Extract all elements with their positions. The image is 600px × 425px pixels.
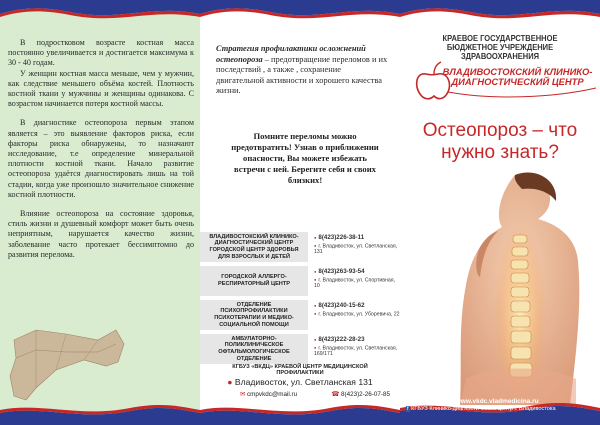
- paragraph: У женщин костная масса меньше, чем у мужчин, как следствие меньшего объёма костей. Плотность костной ткани у мужчины и женщины одинакова. С возрастом начинается потеря костной массы.: [8, 68, 194, 109]
- contact-phone: ● 8(423)240-15-62: [314, 302, 400, 309]
- website-link[interactable]: [450, 398, 539, 405]
- paragraph: В диагностике остеопороза первым этапом является – это выявление факторов риска, если факторы риска обнаружены, то назначают исследование, т.е определение минеральной плотности костной ткани. Начало развитие остеопороза удаётся диагностировать лишь на той стадии, когда уже произошло значительное снижение костной плотности.: [8, 118, 194, 199]
- website-text: www.vkdc.vladmedicina.ru: [455, 398, 539, 405]
- email-icon: ✉: [240, 391, 246, 398]
- panel-left-text: [8, 38, 194, 260]
- contact-name: АМБУЛАТОРНО-ПОЛИКЛИНИЧЕСКОЕ ОФТАЛЬМОЛОГИЧЕСКОЕ ОТДЕЛЕНИЕ: [200, 334, 308, 364]
- globe-icon: ●: [450, 398, 454, 405]
- logo-text: ВЛАДИВОСТОКСКИЙ КЛИНИКО-ДИАГНОСТИЧЕСКИЙ ЦЕНТР: [442, 66, 593, 88]
- wave-top-decoration: [400, 0, 600, 24]
- contact-name: ГОРОДСКОЙ АЛЛЕРГО-РЕСПИРАТОРНЫЙ ЦЕНТР: [200, 266, 308, 296]
- wave-bottom-decoration: [0, 403, 200, 425]
- strategy-heading: Стратегия профилактики осложнений остеопороза: [216, 44, 366, 64]
- contact-row: [200, 300, 400, 330]
- contact-info: [308, 300, 400, 330]
- footer-address: [210, 377, 390, 387]
- contact-info: [308, 266, 400, 296]
- contact-address: ● г. Владивосток, ул. Светланская, 131: [314, 243, 400, 255]
- bone-illustration: [6, 300, 126, 410]
- contact-address: ● г. Владивосток, ул. Светланская, 169/171: [314, 345, 400, 357]
- strategy-body: – предотвращение переломов и их последствий , а также , сохранение двигательной активности и хорошего качества жизни.: [216, 54, 388, 95]
- brochure-title: Остеопороз – что нужно знать?: [422, 120, 578, 163]
- contact-phone: ● 8(423)226-38-11: [314, 234, 400, 241]
- facebook-icon: f: [407, 406, 409, 412]
- wave-top-decoration: [200, 0, 400, 24]
- contact-phone: ● 8(423)263-93-54: [314, 268, 400, 275]
- phone-icon: ☎: [331, 391, 340, 398]
- facebook-text: КГБУЗ Клинико-диагностический центр г. Владивостока: [411, 406, 556, 412]
- contacts-list: [200, 232, 400, 368]
- strategy-text: [216, 44, 388, 97]
- prevention-quote: Помните переломы можно предотвратить! Узнав о приближении опасности, Вы можете избежать встречи с ней. Берегите себя и своих близких!: [231, 131, 379, 185]
- contact-info: [308, 334, 400, 364]
- contact-name: ВЛАДИВОСТОКСКИЙ КЛИНИКО-ДИАГНОСТИЧЕСКИЙ ЦЕНТР ГОРОДСКОЙ ЦЕНТР ЗДОРОВЬЯ ДЛЯ ВЗРОСЛЫХ И ДЕТЕЙ: [200, 232, 308, 262]
- footer-email-text: cmpvkdc@mail.ru: [247, 391, 298, 398]
- contact-address: ● г. Владивосток, ул. Спортивная, 10: [314, 277, 400, 289]
- footer-organization: КГБУЗ «ВКДЦ» КРАЕВОЙ ЦЕНТР МЕДИЦИНСКОЙ ПРОФИЛАКТИКИ: [232, 364, 368, 376]
- location-icon: ●: [227, 377, 233, 387]
- panel-middle: [200, 0, 400, 425]
- contact-address: ● г. Владивосток, ул. Уборевича, 22: [314, 311, 400, 317]
- contact-row: [200, 266, 400, 296]
- wave-bottom-decoration: [200, 403, 400, 425]
- organization-name: КРАЕВОЕ ГОСУДАРСТВЕННОЕ БЮДЖЕТНОЕ УЧРЕЖДЕНИЕ ЗДРАВООХРАНЕНИЯ: [442, 34, 558, 62]
- paragraph: Влияние остеопороза на состояние здоровья, стиль жизни и душевный комфорт может быть очень неприятным, нарушается качество жизни, заболевание часто протекает бессимптомно до развития перелома.: [8, 209, 194, 259]
- contact-row: [200, 334, 400, 364]
- footer-address-text: Владивосток, ул. Светланская 131: [234, 377, 373, 387]
- contact-info: [308, 232, 400, 262]
- spine-photo: [400, 165, 600, 405]
- panel-right-cover: [400, 0, 600, 425]
- paragraph: В подростковом возрасте костная масса постоянно увеличивается и достигается максимума к 30 - 40 годам.: [8, 38, 194, 68]
- footer-contacts: [240, 391, 390, 398]
- contact-name: ОТДЕЛЕНИЕ ПСИХОПРОФИЛАКТИКИ ПСИХОТЕРАПИИ И МЕДИКО-СОЦИАЛЬНОЙ ПОМОЩИ: [200, 300, 308, 330]
- footer-email[interactable]: [240, 391, 297, 398]
- panel-left: [0, 0, 200, 425]
- footer-phone: [331, 391, 390, 398]
- wave-top-decoration: [0, 0, 200, 24]
- contact-phone: ● 8(423)222-28-23: [314, 336, 400, 343]
- contact-row: [200, 232, 400, 262]
- facebook-link[interactable]: [406, 406, 556, 412]
- footer-phone-text: 8(423)2-26-07-85: [340, 391, 390, 398]
